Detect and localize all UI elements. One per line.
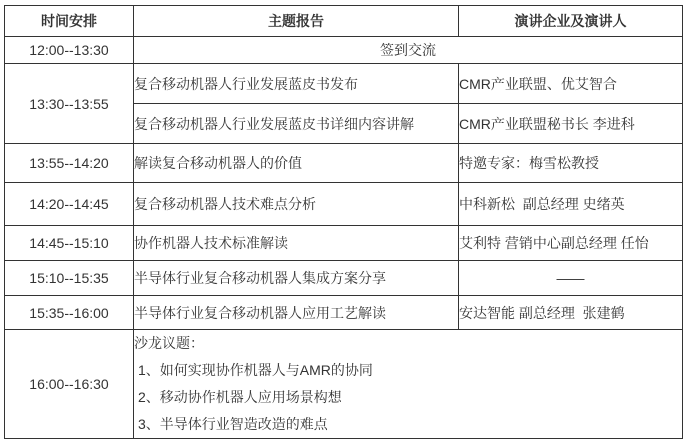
time-cell: 14:45--15:10 [5, 226, 134, 261]
header-topic: 主题报告 [134, 6, 459, 37]
time-cell: 16:00--16:30 [5, 330, 134, 439]
salon-title: 沙龙议题： [134, 335, 204, 351]
speaker-cell: 中科新松 副总经理 史绪英 [459, 183, 683, 226]
agenda-table [4, 5, 683, 439]
salon-item-2: 2、移动协作机器人应用场景构想 [138, 389, 342, 405]
salon-item-1: 1、如何实现协作机器人与AMR的协同 [138, 362, 373, 378]
signin-activity-cell: 签到交流 [134, 37, 683, 64]
header-row [5, 6, 683, 37]
row-signin [5, 37, 683, 64]
speaker-cell-dash: —— [459, 261, 683, 296]
row-bluebook-release [5, 64, 683, 104]
topic-cell: 解读复合移动机器人的价值 [134, 144, 459, 183]
topic-cell: 协作机器人技术标准解读 [134, 226, 459, 261]
row-value-talk [5, 144, 683, 183]
speaker-cell: CMR产业联盟、优艾智合 [459, 64, 683, 104]
header-speaker: 演讲企业及演讲人 [459, 6, 683, 37]
time-cell: 12:00--13:30 [5, 37, 134, 64]
row-process-talk [5, 296, 683, 330]
row-integration-share [5, 261, 683, 296]
row-tech-difficulty [5, 183, 683, 226]
topic-cell: 复合移动机器人行业发展蓝皮书发布 [134, 64, 459, 104]
time-cell: 14:20--14:45 [5, 183, 134, 226]
salon-topics-cell [134, 330, 683, 439]
time-cell: 15:35--16:00 [5, 296, 134, 330]
time-cell: 13:30--13:55 [5, 64, 134, 144]
speaker-cell: 艾利特 营销中心副总经理 任怡 [459, 226, 683, 261]
time-cell: 13:55--14:20 [5, 144, 134, 183]
topic-cell: 半导体行业复合移动机器人集成方案分享 [134, 261, 459, 296]
speaker-cell: 安达智能 副总经理 张建鹤 [459, 296, 683, 330]
topic-cell: 复合移动机器人技术难点分析 [134, 183, 459, 226]
speaker-cell: 特邀专家：梅雪松教授 [459, 144, 683, 183]
speaker-cell: CMR产业联盟秘书长 李进科 [459, 104, 683, 144]
header-time: 时间安排 [5, 6, 134, 37]
topic-cell: 半导体行业复合移动机器人应用工艺解读 [134, 296, 459, 330]
time-cell: 15:10--15:35 [5, 261, 134, 296]
topic-cell: 复合移动机器人行业发展蓝皮书详细内容讲解 [134, 104, 459, 144]
row-cobot-standard [5, 226, 683, 261]
agenda-container [4, 5, 683, 439]
row-salon [5, 330, 683, 439]
salon-item-3: 3、半导体行业智造改造的难点 [138, 416, 328, 432]
